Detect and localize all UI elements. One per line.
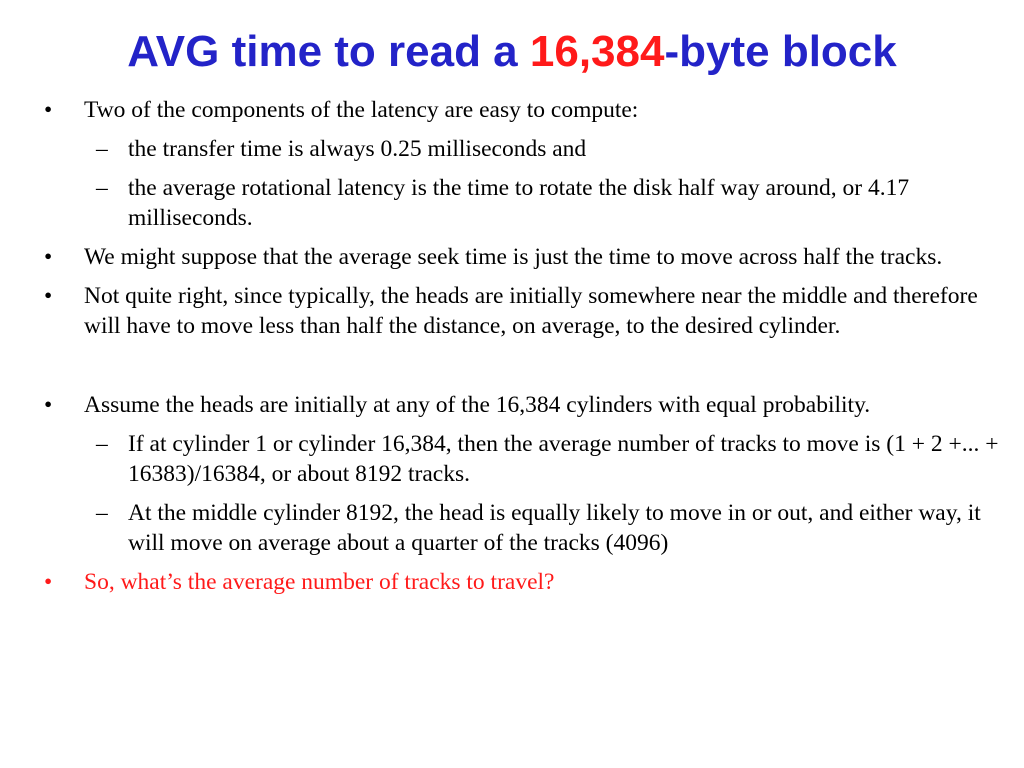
sub-item [40, 134, 1005, 164]
title-number: 16,384 [529, 27, 665, 76]
sub-dash: – [96, 500, 108, 526]
bullet-text: Not quite right, since typically, the heads are initially somewhere near the middle and therefore will have to move less than half the distance, on average, to the desired cylinder. [84, 283, 978, 339]
title-middle: time to read a [219, 27, 530, 76]
sub-item [40, 498, 1005, 558]
sub-dash: – [96, 136, 108, 162]
bullet-item [40, 95, 1005, 125]
bullet-dot: • [44, 569, 53, 595]
bullet-text: We might suppose that the average seek time is just the time to move across half the tracks. [84, 244, 943, 270]
bullet-item [40, 242, 1005, 272]
sub-item [40, 429, 1005, 489]
bullet-dot: • [44, 392, 53, 418]
sub-text: the average rotational latency is the time to rotate the disk half way around, or 4.17 milliseconds. [128, 175, 910, 231]
bullet-item [40, 390, 1005, 420]
sub-item [40, 173, 1005, 233]
bullet-text: Two of the components of the latency are easy to compute: [84, 97, 639, 123]
sub-text: the transfer time is always 0.25 milliseconds and [128, 136, 587, 162]
bullet-dot: • [44, 97, 53, 123]
title-avg: AVG [127, 27, 220, 76]
sub-dash: – [96, 431, 108, 457]
slide-title [0, 22, 1024, 82]
slide-body [40, 95, 1005, 606]
title-end: -byte block [664, 27, 897, 76]
sub-dash: – [96, 175, 108, 201]
spacer [40, 350, 1005, 390]
bullet-dot: • [44, 283, 53, 309]
question-text: So, what’s the average number of tracks to travel? [84, 569, 555, 595]
question-bullet [40, 567, 1005, 597]
bullet-text: Assume the heads are initially at any of the 16,384 cylinders with equal probability. [84, 392, 871, 418]
sub-text: At the middle cylinder 8192, the head is equally likely to move in or out, and either way, it will move on average about a quarter of the tracks (4096) [128, 500, 981, 556]
bullet-item [40, 281, 1005, 341]
bullet-dot: • [44, 244, 53, 270]
sub-text: If at cylinder 1 or cylinder 16,384, then the average number of tracks to move is (1 + 2 +... + 16383)/16384, or about 8192 tracks. [128, 431, 999, 487]
